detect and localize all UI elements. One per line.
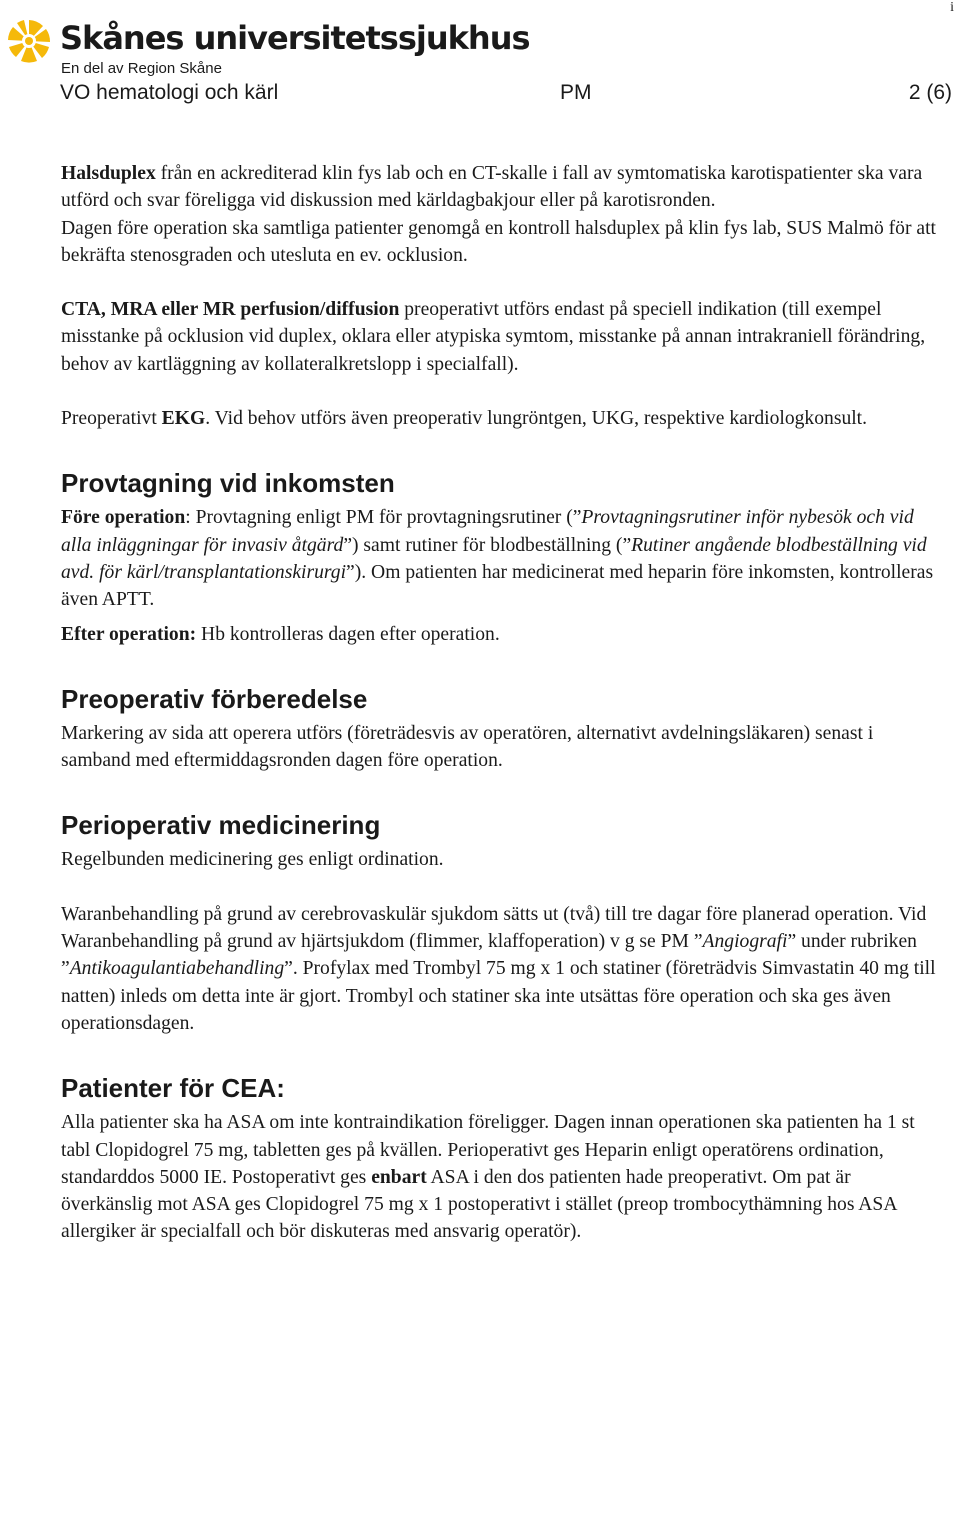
paragraph-kontroll-halsduplex: Dagen före operation ska samtliga patienter genomgå en kontroll halsduplex på klin fys lab, SUS Malmö för att bekräfta stenosgraden och utesluta en ev. ocklusion. xyxy=(61,217,936,266)
header-doc-type: PM xyxy=(560,81,592,104)
paragraph-cta-mra: CTA, MRA eller MR perfusion/diffusion preoperativt utförs endast på speciell indikation (till exempel misstanke på ocklusion vid duplex, oklara eller atypiska symtom, misstanke på annan intrakraniell förändring, behov av kartläggning av kollateralkretslopp i specialfall). xyxy=(61,299,926,375)
term-enbart: enbart xyxy=(371,1166,427,1188)
paragraph-waranbehandling: Waranbehandling på grund av cerebrovaskulär sjukdom sätts ut (två) till tre dagar före planerad operation. Vid Waranbehandling på grund av hjärtsjukdom (flimmer, klaffoperation) v g se PM ”Angiografi” under rubriken ”Antikoagulantiabehandling”. Profylax med Trombyl 75 mg x 1 och statiner (företrädvis Simvastatin 40 mg till natten) inleds om detta inte är gjort. Trombyl och statiner ska inte utsättas före operation och ska ges även operationsdagen. xyxy=(61,903,936,1034)
term-halsduplex: Halsduplex xyxy=(61,163,156,184)
paragraph-efter-operation: Efter operation: Hb kontrolleras dagen efter operation. xyxy=(61,623,500,645)
ref-angiografi: Angiografi xyxy=(702,931,788,953)
header-page-number: 2 (6) xyxy=(908,81,952,104)
heading-perioperativ-medicinering: Perioperativ medicinering xyxy=(61,810,381,841)
paragraph-regelbunden-medicinering: Regelbunden medicinering ges enligt ordination. xyxy=(61,849,444,871)
term-ekg: EKG xyxy=(161,408,206,430)
organization-subtitle: En del av Region Skåne xyxy=(61,60,222,77)
ref-blodbestallning: Rutiner angående blodbeställning vid avd. för kärl/transplantationskirurgi xyxy=(61,534,927,583)
ref-provtagningsrutiner: Provtagningsrutiner inför nybesök och vid alla inläggningar för invasiv åtgärd xyxy=(61,507,914,556)
paragraph-markering: Markering av sida att operera utförs (företrädesvis av operatören, alternativt avdelningsläkaren) senast i samband med eftermiddagsronden dagen före operation. xyxy=(61,722,874,772)
paragraph-halsduplex: Halsduplex från en ackrediterad klin fys lab och en CT-skalle i fall av symtomatiska karotispatienter ska vara utförd och svar föreligga vid diskussion med kärldagbakjour eller på karotisronden. xyxy=(61,163,923,212)
header-department: VO hematologi och kärl xyxy=(60,81,279,104)
label-fore-operation: Före operation xyxy=(61,507,186,529)
paragraph-ekg: Preoperativt EKG. Vid behov utförs även preoperativ lungröntgen, UKG, respektive kardiologkonsult. xyxy=(61,408,868,430)
term-cta-mra: CTA, MRA eller MR perfusion/diffusion xyxy=(61,299,400,321)
heading-preoperativ-forberedelse: Preoperativ förberedelse xyxy=(61,683,368,714)
paragraph-fore-operation: Före operation: Provtagning enligt PM för provtagningsrutiner (”Provtagningsrutiner inför nybesök och vid alla inläggningar för invasiv åtgärd”) samt rutiner för blodbeställning (”Rutiner angående blodbeställning vid avd. för kärl/transplantationskirurgi”). Om patienten har medicinerat med heparin före inkomsten, kontrolleras även APTT. xyxy=(61,507,934,611)
ref-antikoagulantiabehandling: Antikoagulantiabehandling xyxy=(69,958,285,980)
label-efter-operation: Efter operation: xyxy=(61,623,197,645)
document-body xyxy=(61,160,941,1246)
heading-provtagning: Provtagning vid inkomsten xyxy=(61,468,395,499)
paragraph-cea: Alla patienter ska ha ASA om inte kontraindikation föreligger. Dagen innan operationen ska patienten ha 1 st tabl Clopidogrel 75 mg, tabletten ges på kvällen. Perioperativt ges Heparin enligt operatörens ordination, standarddos 5000 IE. Postoperativt ges enbart ASA i den dos patienten hade preoperativt. Om pat är överkänslig mot ASA ges Clopidogrel 75 mg x 1 postoperativt i stället (preop trombocythämning hos ASA allergiker är specialfall och bör diskuteras med ansvarig operatör). xyxy=(61,1112,915,1243)
sun-logo-icon xyxy=(6,18,52,64)
heading-patienter-cea: Patienter för CEA: xyxy=(61,1073,285,1104)
organization-name: Skånes universitetssjukhus xyxy=(60,19,530,57)
page-marker: i xyxy=(950,0,954,15)
